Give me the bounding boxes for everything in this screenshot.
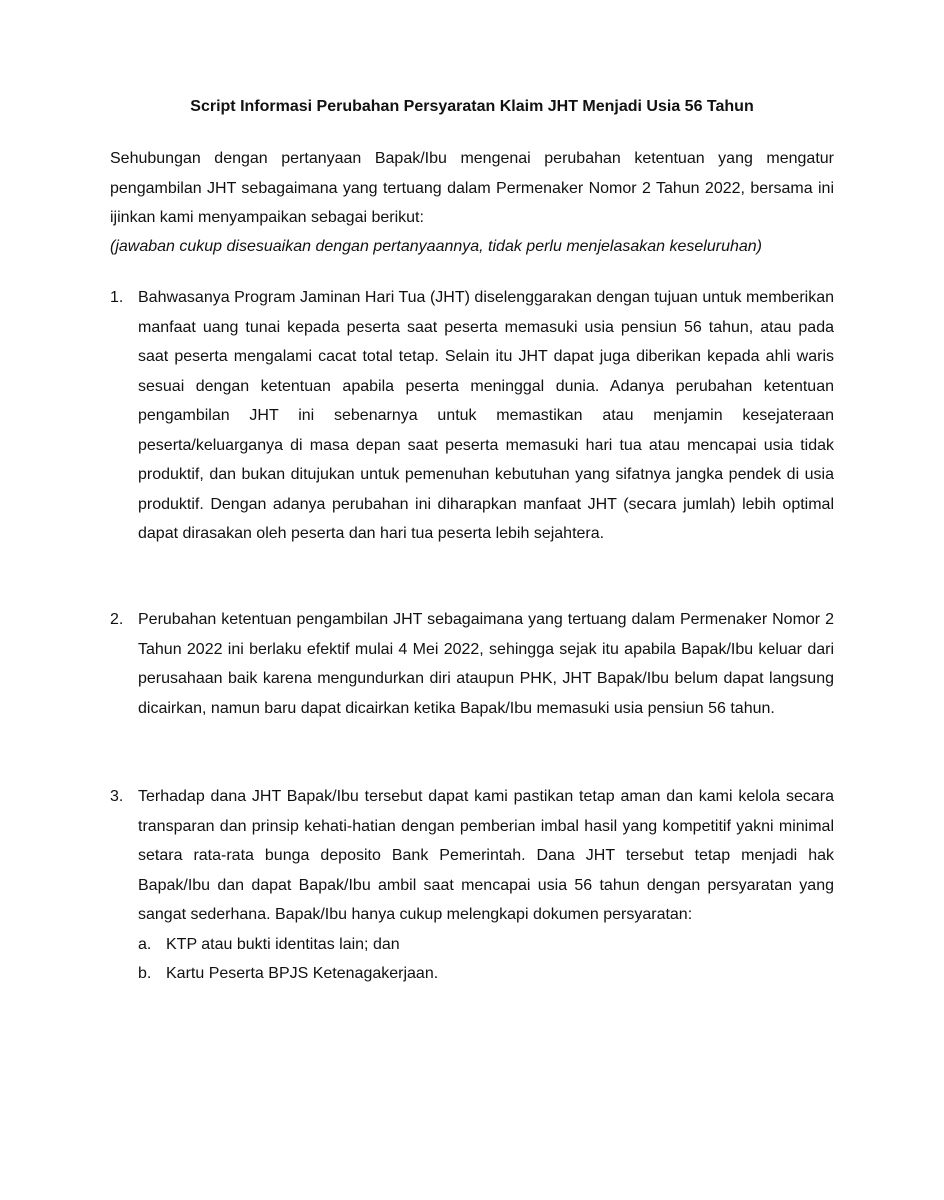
intro-note: (jawaban cukup disesuaikan dengan pertanyaannya, tidak perlu menjelasakan keseluruhan) [110, 238, 762, 255]
list-item-number: 1. [110, 289, 124, 306]
list-item-2 [110, 605, 834, 723]
sublist-item-a [138, 930, 834, 960]
list-item-3 [110, 782, 834, 989]
list-item-text: Terhadap dana JHT Bapak/Ibu tersebut dapat kami pastikan tetap aman dan kami kelola secara transparan dan prinsip kehati-hatian dengan pemberian imbal hasil yang kompetitif yakni minimal setara rata-rata bunga deposito Bank Pemerintah. Dana JHT tersebut tetap menjadi hak Bapak/Ibu dan dapat Bapak/Ibu ambil saat mencapai usia 56 tahun dengan persyaratan yang sangat sederhana. Bapak/Ibu hanya cukup melengkapi dokumen persyaratan: [138, 788, 834, 923]
sublist-item-b [138, 959, 834, 989]
sublist-item-text: Kartu Peserta BPJS Ketenagakerjaan. [166, 965, 439, 982]
requirements-sublist [138, 930, 834, 989]
sublist-item-text: KTP atau bukti identitas lain; dan [166, 935, 400, 953]
list-item-1 [110, 283, 834, 549]
list-item-number: 3. [110, 788, 124, 805]
sublist-item-letter: b. [138, 965, 152, 982]
intro-paragraph: Sehubungan dengan pertanyaan Bapak/Ibu mengenai perubahan ketentuan yang mengatur pengambilan JHT sebagaimana yang tertuang dalam Permenaker Nomor 2 Tahun 2022, bersama ini ijinkan kami menyampaikan sebagai berikut: [110, 150, 834, 226]
list-item-text: Bahwasanya Program Jaminan Hari Tua (JHT) diselenggarakan dengan tujuan untuk memberikan manfaat uang tunai kepada peserta saat peserta memasuki usia pensiun 56 tahun, atau pada saat peserta mengalami cacat total tetap. Selain itu JHT dapat juga diberikan kepada ahli waris sesuai dengan ketentuan apabila peserta meninggal dunia. Adanya perubahan ketentuan pengambilan JHT ini sebenarnya untuk memastikan atau menjamin kesejateraan peserta/keluarganya di masa depan saat peserta memasuki hari tua atau mencapai usia tidak produktif, dan bukan ditujukan untuk pemenuhan kebutuhan yang sifatnya jangka pendek di usia produktif. Dengan adanya perubahan ini diharapkan manfaat JHT (secara jumlah) lebih optimal dapat dirasakan oleh peserta dan hari tua peserta lebih sejahtera. [138, 289, 834, 542]
list-item-text: Perubahan ketentuan pengambilan JHT sebagaimana yang tertuang dalam Permenaker Nomor 2 Tahun 2022 ini berlaku efektif mulai 4 Mei 2022, sehingga sejak itu apabila Bapak/Ibu keluar dari perusahaan baik karena mengundurkan diri ataupun PHK, JHT Bapak/Ibu belum dapat langsung dicairkan, namun baru dapat dicairkan ketika Bapak/Ibu memasuki usia pensiun 56 tahun. [138, 611, 834, 717]
list-item-number: 2. [110, 611, 124, 628]
sublist-item-letter: a. [138, 935, 152, 953]
document-title: Script Informasi Perubahan Persyaratan Klaim JHT Menjadi Usia 56 Tahun [190, 98, 754, 115]
